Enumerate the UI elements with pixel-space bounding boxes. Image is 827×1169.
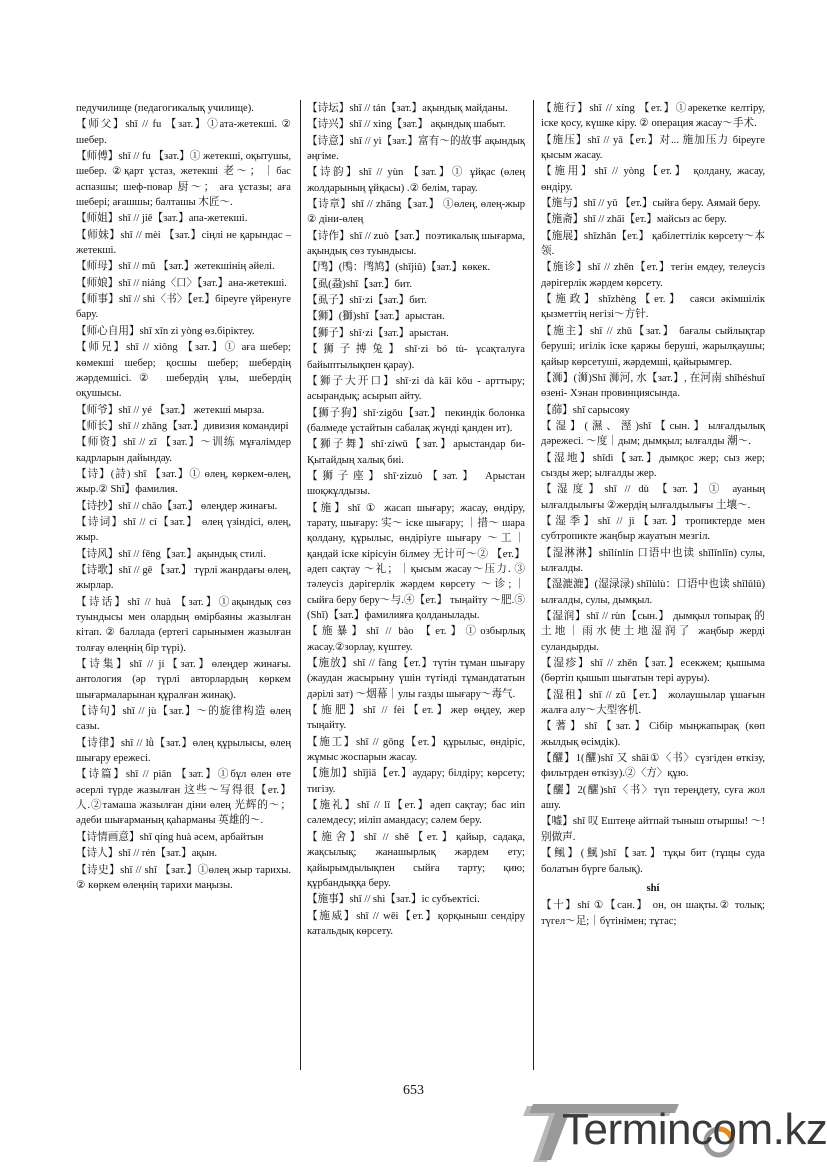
dictionary-entry: 【狮子座】shī·zizuò【зат.】 Арыстан шоқжұлдызы. <box>307 470 525 498</box>
dictionary-entry: 【施行】shī // xíng 【ет.】①әрекетке келтіру, іске қосу, күшке кіру. ② операция жасау～手术. <box>541 103 765 130</box>
dictionary-entry: 【施加】shījiā【ет.】аудару; білдіру; көрсету; тигізу. <box>307 768 525 795</box>
dictionary-entry: 【施工】shī // gōng【ет.】құрылыс, өндіріс, жұмыс жоспарын жасау. <box>307 736 525 764</box>
dictionary-entry: 【施放】shī // fàng【ет.】түтін тұман шығару (жаудан жасырыну үшін түтінді тұмандататын дәрілі зат) ～烟幕｜улы газды шығару～毒气. <box>307 658 525 700</box>
dictionary-entry: 【施舍】shī // shě【ет.】қайыр, садақа, жақсылық; жанашырлық жәрдем ету; қайырымдылықпен сыйға тарту; қию; құрбандыққа беру. <box>307 831 525 889</box>
dictionary-entry: 【施事】shī // shì【зат.】іс субъектісі. <box>307 894 480 906</box>
column-divider-right <box>533 100 534 1070</box>
dictionary-entry: 【嘘】shī 叹 Ештеңе айтпай тыныш отыршы! ～!别做声. <box>541 816 765 843</box>
dictionary-entry: 【虱子】shī·zi【зат.】бит. <box>307 295 427 307</box>
dictionary-entry: 【诗人】shī // rén【зат.】ақын. <box>76 848 218 860</box>
dictionary-entry: 【鸤】(鳲：鸤鸠】(shījiū)【зат.】көкек. <box>307 262 490 274</box>
dictionary-entry: 【师心自用】shī xīn zì yòng өз.біріктеу. <box>76 325 255 337</box>
dictionary-entry: 【浉】(浉)Shī 浉河, 水【зат.】, 在河南 shīhéshuǐ өзені- Хэнан провинциясында. <box>541 372 765 400</box>
dictionary-entry: педучилище (педагогикалық училище). <box>76 103 254 114</box>
dictionary-entry: 【湿地】shīdì【зат.】дымқос жер; сыз жер; сызды жер; ылғалды жер. <box>541 452 765 479</box>
dictionary-entry: 【湿漉漉】(湿渌渌) shīlùlù：口语中也读 shīlūlū) ылғалды, сулы, дымқыл. <box>541 579 765 606</box>
dictionary-entry: 【鲺】(鯴)shī【зат.】тұқы бит (тұщы суда болатын бүрге балық). <box>541 848 765 875</box>
dictionary-column-right <box>541 101 765 930</box>
dictionary-entry: 【狮】(獅)shī【зат.】арыстан. <box>307 311 445 323</box>
dictionary-entry: 【施政】shīzhèng【ет.】 саяси әкімшілік қызметтің негізі～方针. <box>541 294 765 321</box>
column-divider-left <box>300 100 301 1070</box>
dictionary-column-middle <box>307 101 525 940</box>
dictionary-entry: 【师长】shī // zhǎng【зат.】дивизия командирі <box>76 420 289 432</box>
dictionary-entry: 【师母】shī // mǔ 【зат.】жетекшінің әйелі. <box>76 261 275 273</box>
dictionary-entry: 【施诊】shī // zhěn【ет.】тегін емдеу, телеусіз дәрігерлік жәрдем көрсету. <box>541 262 765 289</box>
dictionary-entry: 【诗坛】shī // tán【зат.】ақындық майданы. <box>307 103 508 114</box>
dictionary-entry: 【湿】(濕、溼)shī【сын.】ылғалдылық дәрежесі. ～度｜дым; дымқыл; ылғалды 潮～. <box>541 420 765 448</box>
dictionary-entry: 【师姐】shī // jiě【зат.】апа-жетекші. <box>76 213 248 225</box>
dictionary-entry: 【狮子大开口】shī·zi dà kāi kǒu - арттыру; асырандық; асырып айту. <box>307 375 525 403</box>
dictionary-entry: 【狮子】shī·zi【зат.】арыстан. <box>307 327 449 339</box>
dictionary-entry: 【施暴】shī // bào 【ет.】①озбырлық жасау.②зорлау, күштеу. <box>307 626 525 653</box>
dictionary-entry: 【诗史】shī // shǐ 【зат.】①өлең жыр тарихы. ② көркем өлеңнің тарихи маңызы. <box>76 864 291 891</box>
dictionary-entry: 【狮子搏兔】shī·zi bó tù- ұсақталуға байыптылықпен қарау). <box>307 344 525 371</box>
dictionary-entry: 【诗作】shī // zuò【зат.】поэтикалық шығарма, ақындық сөз туындысы. <box>307 230 525 258</box>
dictionary-entry: 【施】shī ① жасап шығару; жасау, өндіру, тарату, шығару: 实～ іске шығару; ｜措～ шара қолдану, құрылыс, өндіріуге шығару ～工｜қандай іске кірісуін білмеу 无计可～② 【ет.】 әдеп сақтау ～礼；｜қысым жасау～压力. ③ тәлеусіз дәрігерлік жәрдем көрсету ～诊;｜сыйға беру беру～与.④【ет.】 тыңайту ～肥.⑤ (Shī)【зат.】фамилияға қолданылады. <box>307 502 525 621</box>
dictionary-entry: 【诗意】shī // yì【зат.】富有～的故事 ақындық әңгіме. <box>307 135 525 163</box>
dictionary-entry: 【诗兴】shī // xìng【зат.】 ақындық шабыт. <box>307 119 506 131</box>
dictionary-entry: 【师兄】shī // xiōng 【зат.】① аға шебер; көмекші шебер; қосшы шебер; шебердің жәрдемшісі.② шебердің ұлы, шебердің оқушысы. <box>76 342 291 400</box>
dictionary-entry: 【诗句】shī // jù【зат.】～的旋律构造 өлең сазы. <box>76 706 291 733</box>
dictionary-entry: 【师爷】shī // yé 【зат.】 жетекші мырза. <box>76 404 265 416</box>
dictionary-entry: 【诗抄】shī // chāo【зат.】 өлеңдер жинағы. <box>76 500 278 512</box>
dictionary-column-left <box>76 101 291 894</box>
dictionary-entry: 【蒒】shī сарысояу <box>541 404 630 416</box>
dictionary-entry: 【诗歌】shī // gē 【зат.】 түрлі жанрдағы өлең, жырлар. <box>76 564 291 592</box>
dictionary-entry: 【施用】shī // yòng【ет.】 қолдану, жасау, өндіру. <box>541 166 765 193</box>
dictionary-entry: 【诗】(詩) shī 【зат.】① өлең, көркем-өлең, жыр.② Shī】фамилия. <box>76 468 291 496</box>
logo-text: Termincom.kz <box>562 1105 827 1154</box>
dictionary-entry: 【湿租】shī // zū【ет.】 жолаушылар ұшағын жалға алу～大型客机. <box>541 689 765 717</box>
dictionary-entry: 【施威】shī // wēi【ет.】қорқыныш сендіру катальдық көрсету. <box>307 910 525 937</box>
dictionary-entry: 【湿疹】shī // zhěn【зат.】есекжем; қышыма (бөртіп қышып шығатын тері ауруы). <box>541 658 765 685</box>
dictionary-entry: 【施礼】shī // lǐ【ет.】әдеп сақтау; бас иіп сәлемдесу; иіліп амандасу; сәлем беру. <box>307 800 525 827</box>
section-heading: shí <box>646 882 660 894</box>
dictionary-entry: 【釃】1(釃)shī 又 shāi①〈书〉сүзгіден өткізу, фильтрден өткізу).②〈方〉құю. <box>541 753 765 780</box>
dictionary-entry: 【湿季】shī // jì【зат.】тропиктерде мен субтропикте жаңбыр жауатын мезгіл. <box>541 515 765 543</box>
dictionary-entry: 【诗话】shī // huà 【зат.】①ақындық сөз туындысы мен олардың өмірбаяны жазылған кітап. ② баллада (ертегі сарынымен жазылған толғау өлеңнің бір түрі). <box>76 596 291 654</box>
dictionary-entry: 【施肥】shī // fèi【ет.】жер өңдеу, жер тыңайту. <box>307 705 525 732</box>
dictionary-entry: 【十】shí ①【сан.】 он, он шақты.② толық; түгел～足;｜бүтінімен; тұтас; <box>541 900 765 927</box>
dictionary-entry: 【师傅】shī // fu 【зат.】① жетекші, оқытушы, шебер. ②қарт ұстаз, жетекші 老～；｜бас аспазшы; шеф-повар 厨～； аға ұстазы; аға шебері; ағашшы; балташы 木匠～. <box>76 151 291 209</box>
dictionary-entry: 【诗韵】shī // yùn 【зат.】① ұйқас (өлең жолдарының ұйқасы) .② белім, тарау. <box>307 167 525 194</box>
page-number: 653 <box>403 1083 424 1098</box>
dictionary-entry: 【狮子狗】shī·zigǒu【зат.】 пекиндік болонка (балмеде ұстайтын сабалақ жүнді қанден ит). <box>307 407 525 434</box>
dictionary-entry: 【施与】shī // yǔ 【ет.】сыйға беру. Аямай беру. <box>541 198 761 210</box>
dictionary-entry: 【诗律】shī // lǜ【зат.】өлең құрылысы, өлең шығару ережесі. <box>76 737 291 765</box>
dictionary-entry: 【施斋】shī // zhāi【ет.】майсыз ас беру. <box>541 214 727 226</box>
dictionary-entry: 【师娘】shī // niáng〈口〉【зат.】ана-жетекші. <box>76 277 287 289</box>
dictionary-entry: 【师事】shī // shì〈书〉【ет.】біреуге үйренуге бару. <box>76 294 291 321</box>
dictionary-entry: 【诗风】shī // fēng【зат.】ақындық стилі. <box>76 548 266 560</box>
dictionary-entry: 【诗词】shī // cí【зат.】 өлең үзіндісі, өлең, жыр. <box>76 516 291 544</box>
dictionary-entry: 【师父】shī // fu 【зат.】①ата-жетекші. ② шебер. <box>76 119 291 146</box>
dictionary-entry: 【湿润】shī // rùn【сын.】 дымқыл топырақ 的土地｜雨水使土地湿润了 жаңбыр жерді суландырды. <box>541 611 765 653</box>
dictionary-entry: 【诗章】shī // zhāng【зат.】 ①өлең, өлең-жыр ② діни-өлең <box>307 199 525 226</box>
dictionary-entry: 【湿度】shī // dù 【зат.】① ауаның ылғалдылығы ②жердің ылғалдылығы 土壤～. <box>541 484 765 511</box>
dictionary-entry: 【施压】shī // yā【ет.】对... 施加压力 біреуге қысым жасау. <box>541 134 765 162</box>
dictionary-entry: 【湿淋淋】shīlínlín 口语中也读 shīlīnlīn) сулы, ылғалды. <box>541 547 765 574</box>
dictionary-entry: 【师妹】shī // mèi 【зат.】сіңлі не қарындас – жетекші. <box>76 229 291 257</box>
dictionary-entry: 【诗篇】shī // piān 【зат.】①бұл өлен өте әсерлі түрде жазылған 这些～写得很【ет.】人.②тамаша жазылған діни өлең 光辉的～； әдеби шығарманың қаһарманы 英雄的～. <box>76 769 291 827</box>
dictionary-entry: 【师资】shī // zī 【зат.】～训练 мұғалімдер кадрларын дайындау. <box>76 437 291 464</box>
dictionary-entry: 【釃】2(釃)shī〈书〉түп тереңдету, суға жол ашу. <box>541 784 765 812</box>
dictionary-entry: 【诗集】shī // jí【зат.】өлеңдер жинағы. антология (әр түрлі авторлардың көркем шығармаларынан құралған жинақ). <box>76 659 291 701</box>
dictionary-entry: 【施主】shī // zhǔ【зат.】 бағалы сыйлықтар беруші; игілік іске қаржы беруші, жарылқаушы; қайыр көрсетуші, жәрдемші, қайырымгер. <box>541 325 765 368</box>
dictionary-entry: 【施展】shīzhǎn【ет.】 қабілеттілік көрсету～本领. <box>541 230 765 258</box>
dictionary-entry: 【诗情画意】shī qíng huà әсем, арбайтын <box>76 831 264 843</box>
dictionary-entry: 【狮子舞】shī·ziwǔ【зат.】арыстандар би- Қытайдың халық биі. <box>307 439 525 466</box>
dictionary-entry: 【虱(蝨)shī【зат.】бит. <box>307 278 413 290</box>
dictionary-entry: 【蓍】shī【зат.】Сібір мыңжапырақ (көп жылдық өсімдік). <box>541 721 765 748</box>
